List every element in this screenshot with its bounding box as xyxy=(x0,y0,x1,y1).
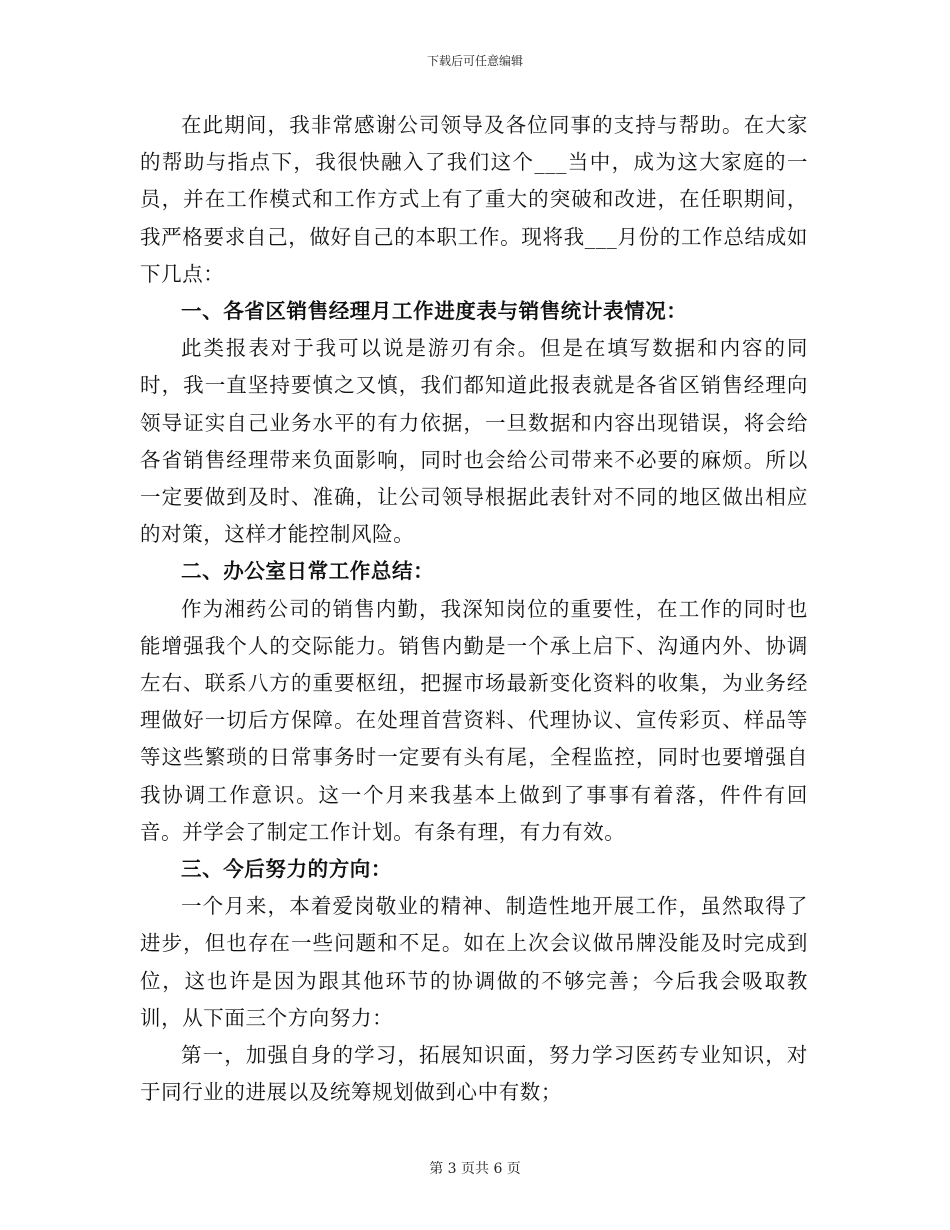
heading-section-1: 一、各省区销售经理月工作进度表与销售统计表情况： xyxy=(181,299,688,324)
page-number: 第 3 页共 6 页 xyxy=(429,1161,521,1177)
page-header-note: 下载后可任意编辑 xyxy=(426,54,523,68)
paragraph-section-2: 作为湘药公司的销售内勤，我深知岗位的重要性，在工作的同时也能增强我个人的交际能力。销售内勤是一个承上启下、沟通内外、协调左右、联系八方的重要枢纽，把握市场最新变化资料的收集，为业务经理做好一切后方保障。在处理首营资料、代理协议、宣传彩页、样品等等这些繁琐的日常事务时一定要有头有尾，全程监控，同时也要增强自我协调工作意识。这一个月来我基本上做到了事事有着落，件件有回音。并学会了制定工作计划。有条有理，有力有效。 xyxy=(140,596,808,844)
heading-section-3: 三、今后努力的方向： xyxy=(181,857,392,882)
paragraph-point-1: 第一，加强自身的学习，拓展知识面，努力学习医药专业知识，对于同行业的进展以及统筹规划做到心中有数； xyxy=(140,1043,808,1105)
heading-section-2: 二、办公室日常工作总结： xyxy=(181,559,435,584)
document-body xyxy=(140,107,808,1111)
paragraph-intro: 在此期间，我非常感谢公司领导及各位同事的支持与帮助。在大家的帮助与指点下，我很快融入了我们这个___当中，成为这大家庭的一员，并在工作模式和工作方式上有了重大的突破和改进，在任职期间，我严格要求自己，做好自己的本职工作。现将我___月份的工作总结成如下几点： xyxy=(140,113,808,286)
paragraph-section-1: 此类报表对于我可以说是游刃有余。但是在填写数据和内容的同时，我一直坚持要慎之又慎，我们都知道此报表就是各省区销售经理向领导证实自己业务水平的有力依据，一旦数据和内容出现错误，将会给各省销售经理带来负面影响，同时也会给公司带来不必要的麻烦。所以一定要做到及时、准确，让公司领导根据此表针对不同的地区做出相应的对策，这样才能控制风险。 xyxy=(140,336,808,547)
paragraph-section-3: 一个月来，本着爱岗敬业的精神、制造性地开展工作，虽然取得了进步，但也存在一些问题和不足。如在上次会议做吊牌没能及时完成到位，这也许是因为跟其他环节的协调做的不够完善；今后我会吸取教训，从下面三个方向努力： xyxy=(140,894,808,1030)
